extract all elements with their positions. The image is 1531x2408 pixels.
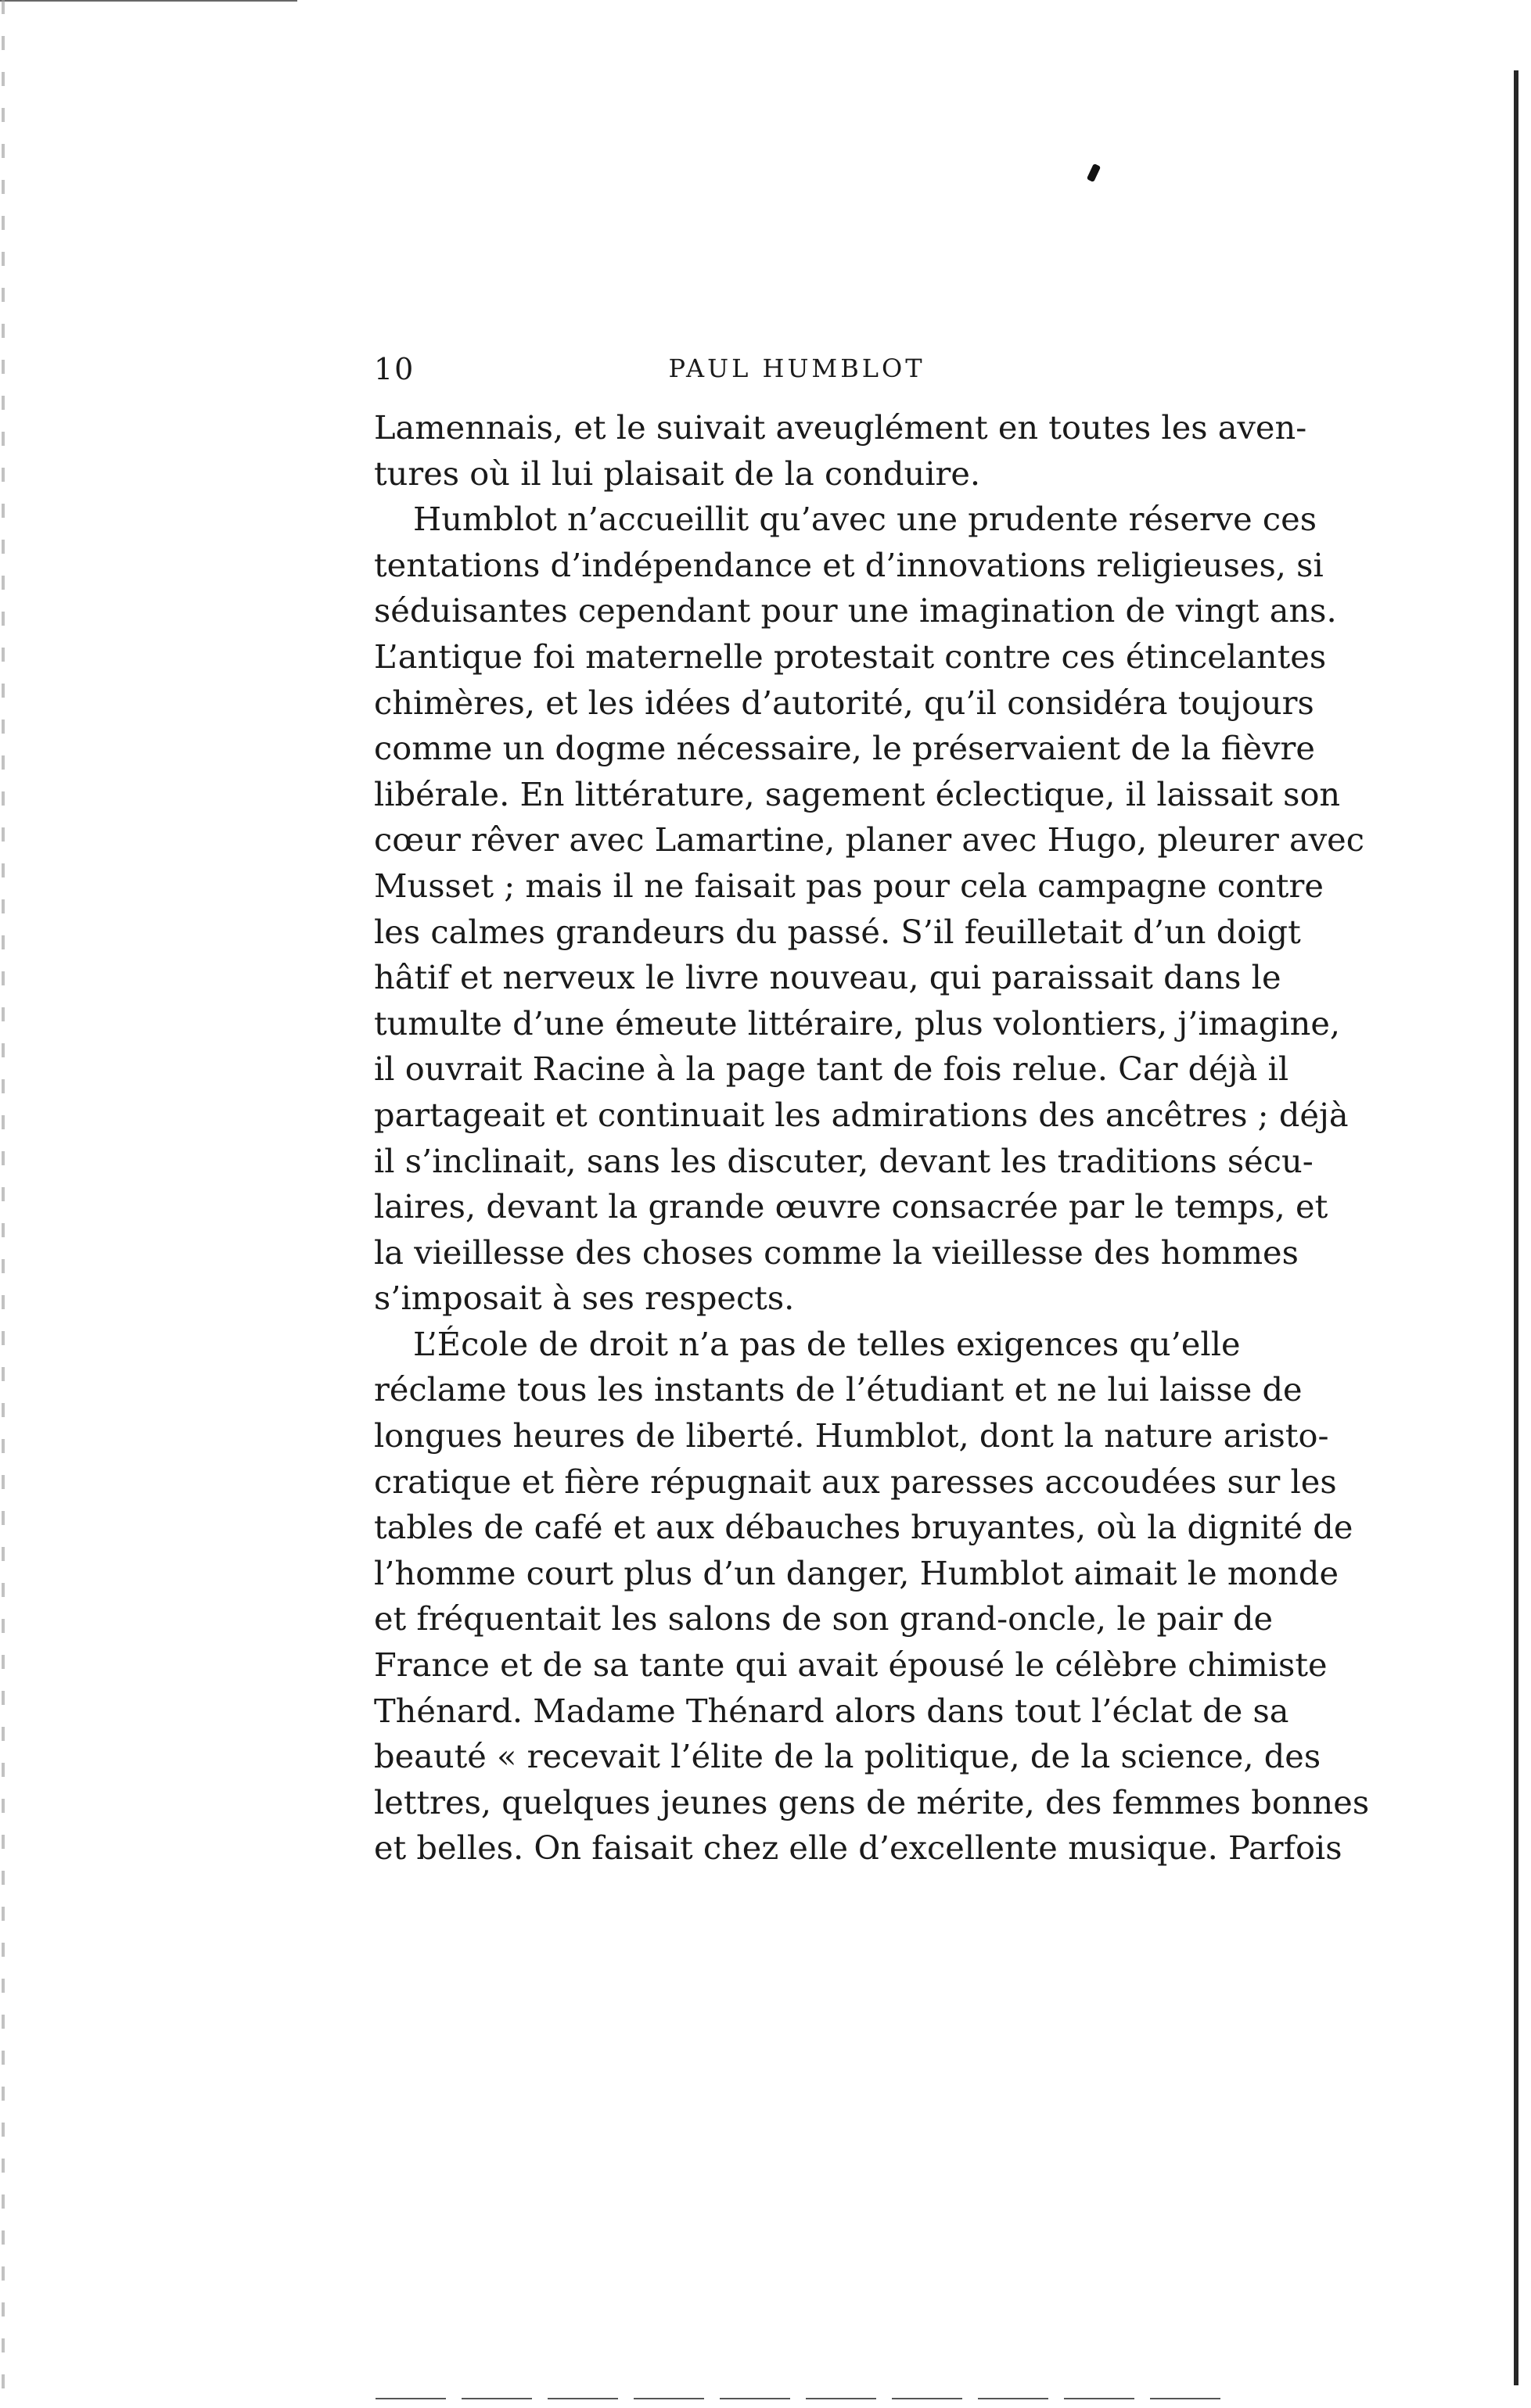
text-line: la vieillesse des choses comme la vieillesse des hommes	[374, 1233, 1299, 1272]
page-number: 10	[374, 352, 415, 386]
text-line: tables de café et aux débauches bruyantes, où la dignité de	[374, 1508, 1353, 1547]
text-line: L’antique foi maternelle protestait contre ces étincelantes	[374, 637, 1327, 676]
scan-top-rule	[0, 0, 297, 2]
text-line: séduisantes cependant pour une imagination de vingt ans.	[374, 591, 1337, 630]
text-line: s’imposait à ses respects.	[374, 1279, 795, 1318]
text-line: et fréquentait les salons de son grand-oncle, le pair de	[374, 1599, 1274, 1638]
body-text	[374, 405, 1370, 1871]
text-line: il ouvrait Racine à la page tant de fois relue. Car déjà il	[374, 1050, 1289, 1089]
text-line: France et de sa tante qui avait épousé le célèbre chimiste	[374, 1645, 1328, 1685]
text-line: les calmes grandeurs du passé. S’il feuilletait d’un doigt	[374, 912, 1301, 951]
text-line: hâtif et nerveux le livre nouveau, qui paraissait dans le	[374, 958, 1281, 997]
text-line: Humblot n’accueillit qu’avec une prudente réserve ces	[413, 500, 1317, 539]
text-line: beauté « recevait l’élite de la politique, de la science, des	[374, 1737, 1321, 1776]
text-line: et belles. On faisait chez elle d’excellente musique. Parfois	[374, 1828, 1342, 1868]
text-line: Thénard. Madame Thénard alors dans tout l’éclat de sa	[374, 1691, 1289, 1730]
text-line: laires, devant la grande œuvre consacrée par le temps, et	[374, 1187, 1328, 1226]
text-line: comme un dogme nécessaire, le préservaient de la fièvre	[374, 729, 1315, 768]
text-line: libérale. En littérature, sagement éclectique, il laissait son	[374, 774, 1341, 813]
text-line: partageait et continuait les admirations des ancêtres ; déjà	[374, 1095, 1349, 1134]
text-line: cratique et fière répugnait aux paresses accoudées sur les	[374, 1462, 1337, 1501]
text-line: Musset ; mais il ne faisait pas pour cela campagne contre	[374, 866, 1324, 905]
text-line: lettres, quelques jeunes gens de mérite, des femmes bonnes	[374, 1782, 1370, 1821]
text-line: Lamennais, et le suivait aveuglément en toutes les aven-	[374, 408, 1307, 447]
text-line: tentations d’indépendance et d’innovations religieuses, si	[374, 545, 1324, 584]
text-line: longues heures de liberté. Humblot, dont la nature aristo-	[374, 1416, 1329, 1455]
text-line: tures où il lui plaisait de la conduire.	[374, 454, 981, 493]
text-line: L’École de droit n’a pas de telles exigences qu’elle	[413, 1324, 1241, 1363]
text-line: tumulte d’une émeute littéraire, plus volontiers, j’imagine,	[374, 1003, 1341, 1043]
scan-right-edge	[1514, 70, 1518, 2385]
text-line: il s’inclinait, sans les discuter, devant les traditions sécu-	[374, 1141, 1314, 1180]
scan-bottom-rule	[376, 2398, 1220, 2399]
text-line: cœur rêver avec Lamartine, planer avec Hugo, pleurer avec	[374, 820, 1364, 859]
running-head: PAUL HUMBLOT	[668, 353, 925, 383]
text-line: chimères, et les idées d’autorité, qu’il considéra toujours	[374, 683, 1314, 722]
ink-speck	[1087, 163, 1101, 182]
text-line: l’homme court plus d’un danger, Humblot aimait le monde	[374, 1553, 1339, 1592]
text-line: réclame tous les instants de l’étudiant et ne lui laisse de	[374, 1370, 1303, 1409]
